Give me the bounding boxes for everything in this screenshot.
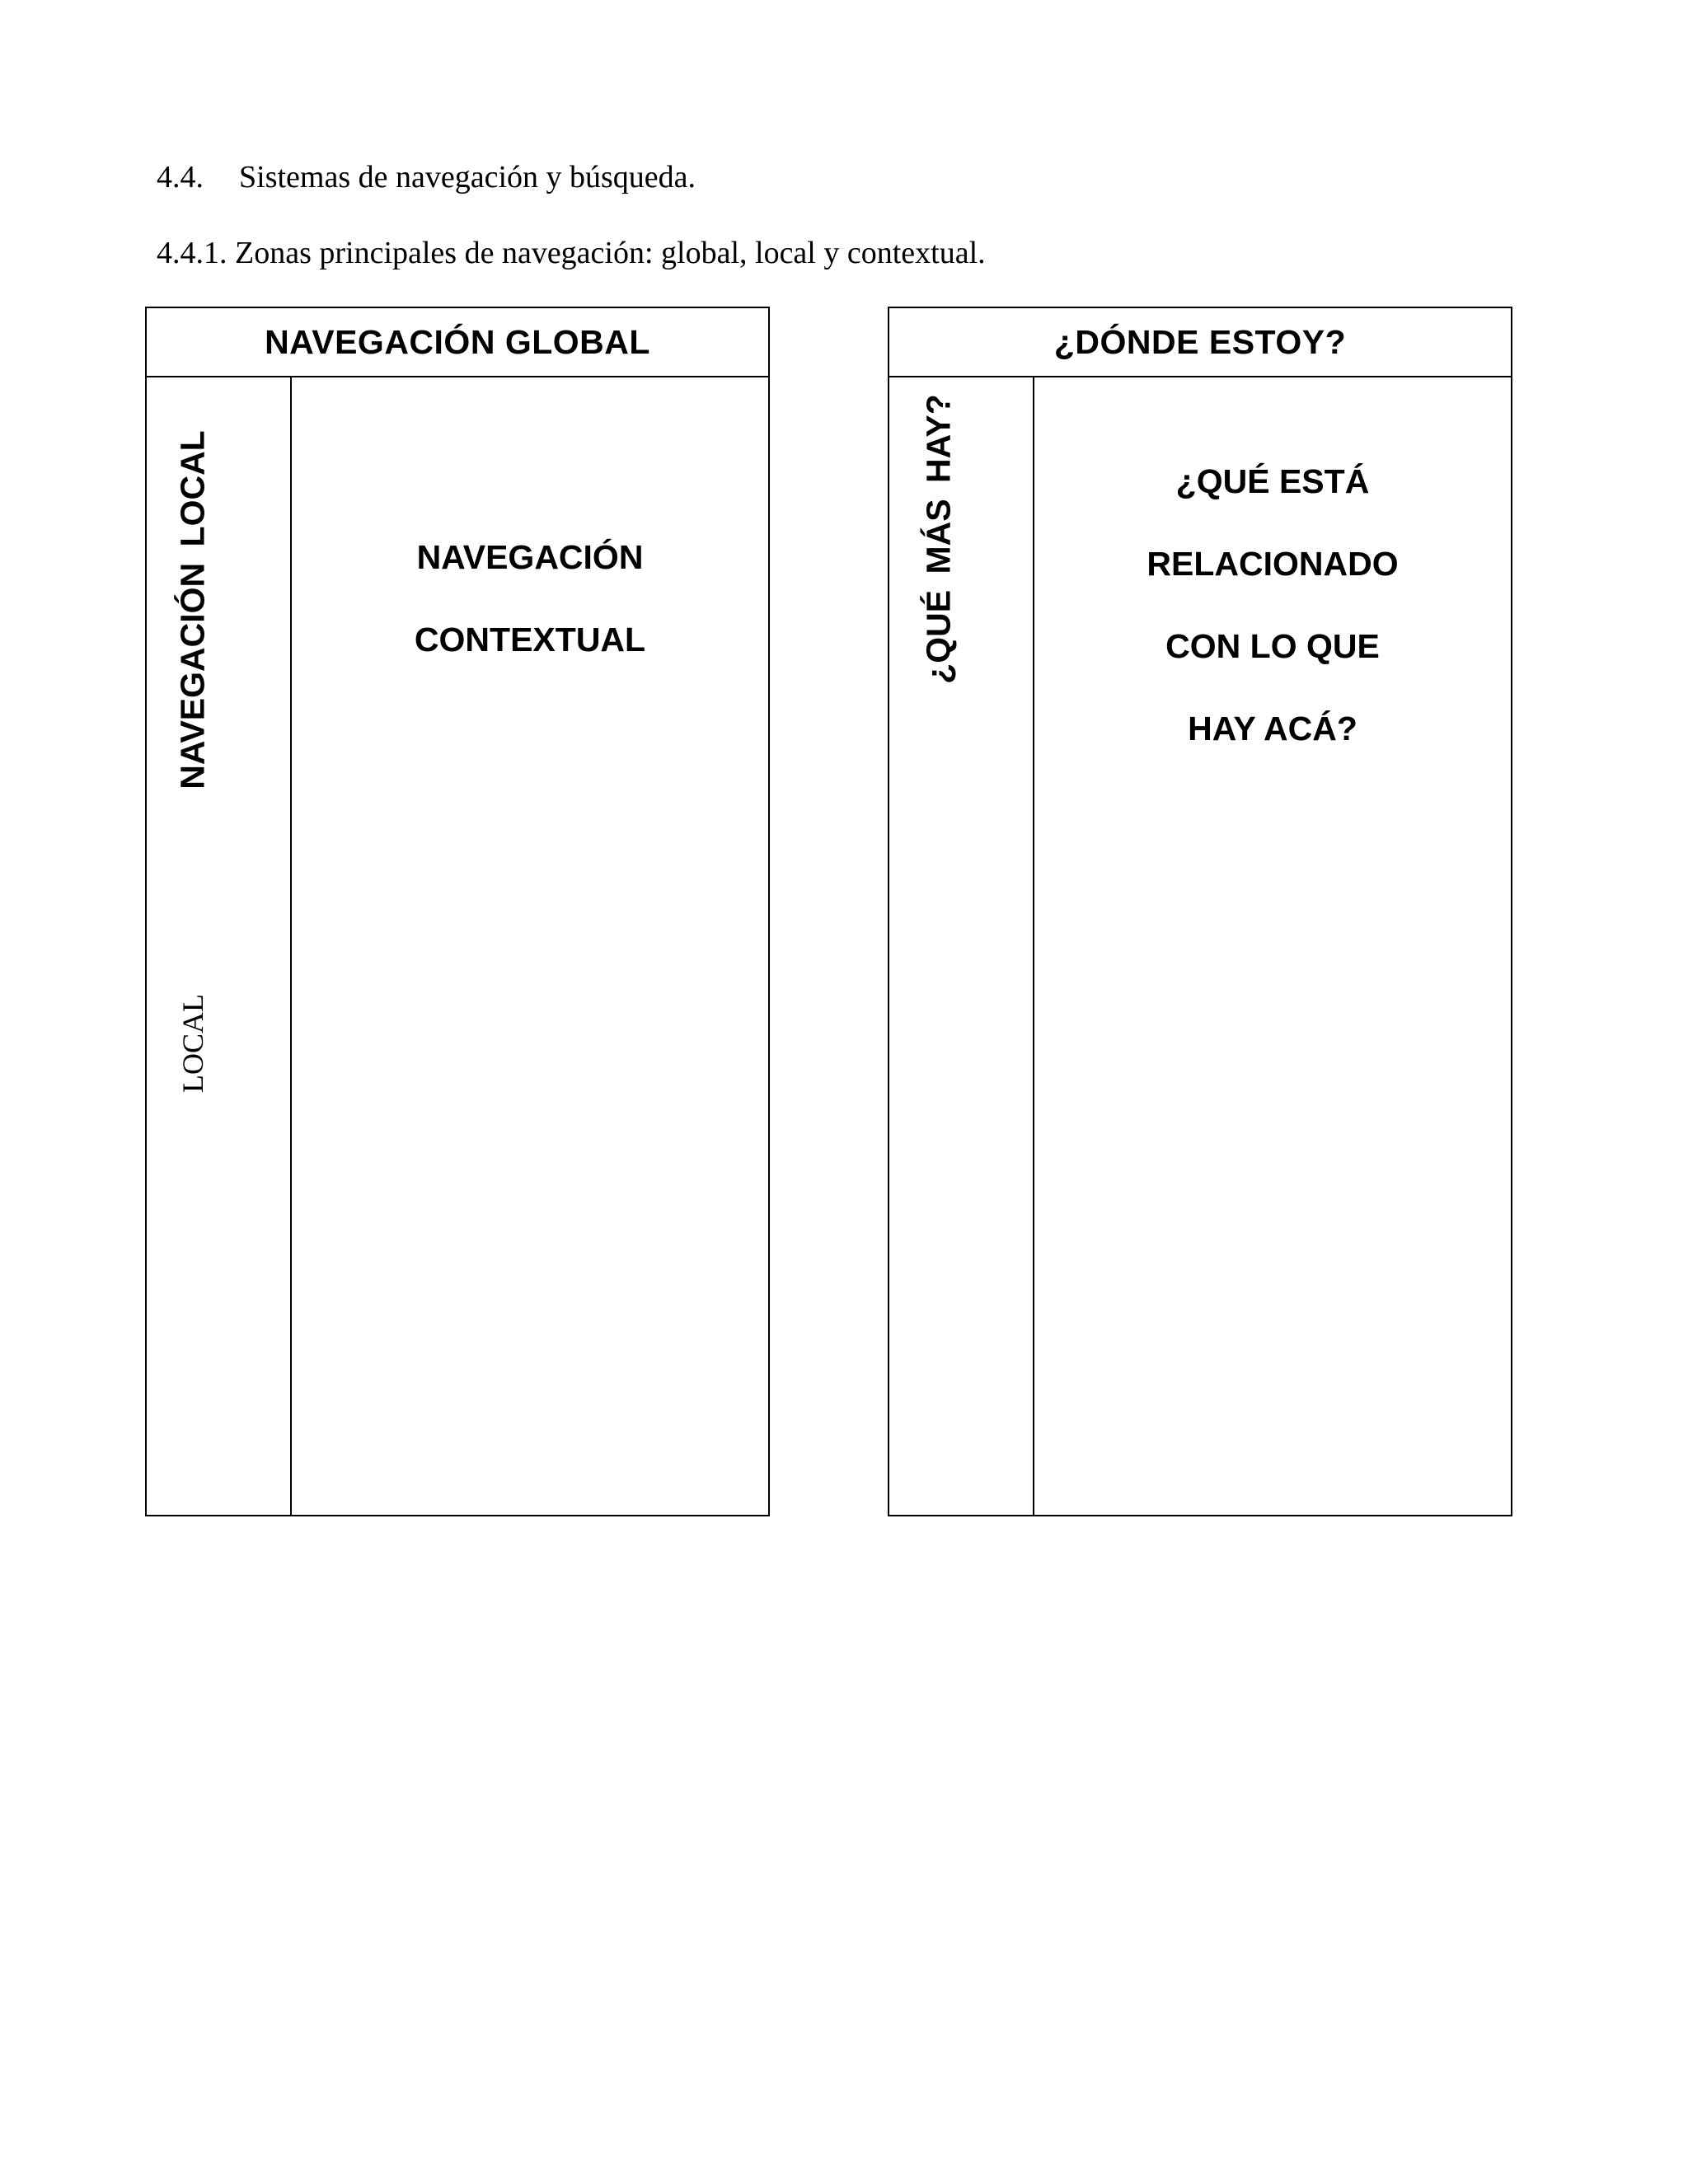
related-content-label: [1034, 440, 1511, 770]
contextual-line: NAVEGACIÓN: [416, 538, 644, 576]
related-line: CON LO QUE: [1165, 627, 1380, 665]
where-am-i-bar: ¿DÓNDE ESTOY?: [889, 308, 1511, 377]
what-else-label: ¿QUÉ MÁS HAY?: [919, 394, 958, 684]
contextual-navigation-label: [292, 516, 768, 681]
subsection-title: Zonas principales de navegación: global, local y contextual.: [235, 236, 986, 270]
related-line: RELACIONADO: [1146, 545, 1399, 583]
navigation-zones-diagram: [145, 307, 770, 1516]
navigation-questions-diagram: [888, 307, 1512, 1516]
subsection-number: 4.4.1.: [157, 236, 227, 270]
section-title: Sistemas de navegación y búsqueda.: [239, 160, 696, 194]
related-line: HAY ACÁ?: [1188, 710, 1357, 748]
local-navigation-label: NAVEGACIÓN LOCAL: [173, 430, 212, 790]
related-content-area: [1034, 377, 1511, 1515]
related-line: ¿QUÉ ESTÁ: [1175, 462, 1370, 500]
contextual-navigation-area: [292, 377, 768, 1515]
what-else-column: [889, 377, 1034, 1515]
section-heading: [157, 162, 696, 193]
subsection-heading: [157, 237, 986, 269]
local-navigation-column: [147, 377, 292, 1515]
global-navigation-bar: NAVEGACIÓN GLOBAL: [147, 308, 768, 377]
section-number: 4.4.: [157, 160, 204, 194]
contextual-line: CONTEXTUAL: [414, 621, 646, 658]
local-label: LOCAL: [176, 994, 209, 1093]
